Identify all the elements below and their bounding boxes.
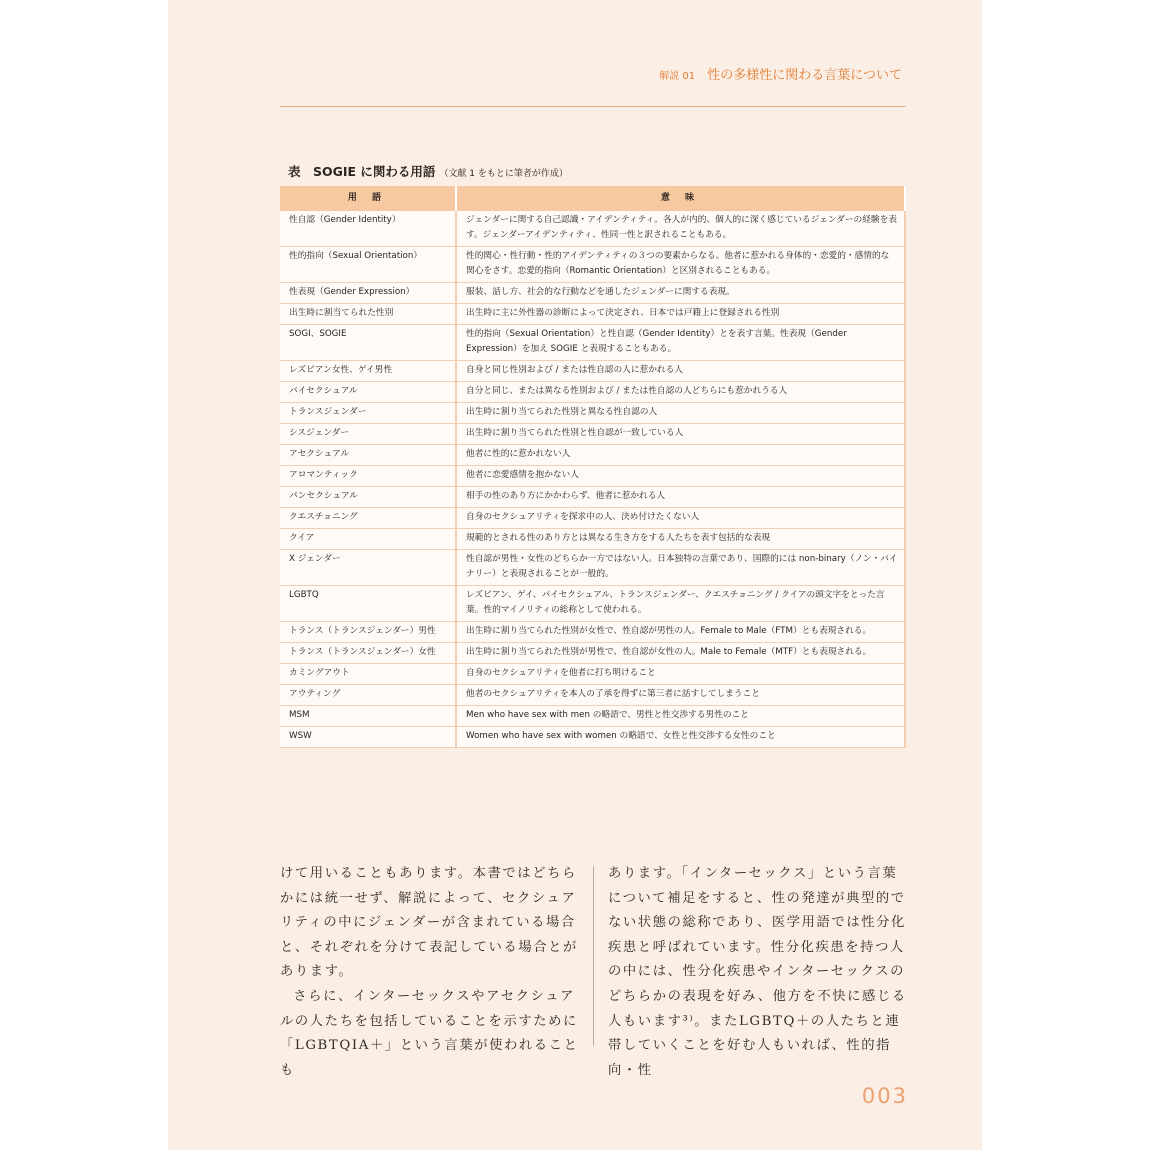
table-row xyxy=(280,325,905,361)
table-row xyxy=(280,550,905,586)
table-row xyxy=(280,706,905,727)
meaning-cell: 他者のセクシュアリティを本人の了承を得ずに第三者に話すしてしまうこと xyxy=(456,685,905,706)
chapter-header xyxy=(659,64,902,83)
term-cell: アセクシュアル xyxy=(280,445,456,466)
meaning-cell: 相手の性のあり方にかかわらず、他者に惹かれる人 xyxy=(456,487,905,508)
table-row xyxy=(280,403,905,424)
term-cell: LGBTQ xyxy=(280,586,456,622)
table-row xyxy=(280,211,905,247)
chapter-number: 解説 01 xyxy=(659,71,696,82)
meaning-cell: 出生時に主に外性器の診断によって決定され、日本では戸籍上に登録される性別 xyxy=(456,304,905,325)
header-divider xyxy=(280,106,906,107)
term-cell: 性的指向（Sexual Orientation） xyxy=(280,247,456,283)
meaning-cell: 他者に恋愛感情を抱かない人 xyxy=(456,466,905,487)
term-cell: バイセクシュアル xyxy=(280,382,456,403)
body-column-right xyxy=(608,862,908,1083)
term-cell: パンセクシュアル xyxy=(280,487,456,508)
term-cell: 出生時に割当てられた性別 xyxy=(280,304,456,325)
term-cell: トランス（トランスジェンダー）男性 xyxy=(280,622,456,643)
table-row xyxy=(280,361,905,382)
term-cell: 性表現（Gender Expression） xyxy=(280,283,456,304)
table-source: （文献 1 をもとに筆者が作成） xyxy=(439,169,568,179)
table-caption xyxy=(288,162,568,180)
term-cell: X ジェンダー xyxy=(280,550,456,586)
body-paragraph: あります。「インターセックス」という言葉について補足をすると、性の発達が典型的でない状態の総称であり、医学用語では性分化疾患と呼ばれています。性分化疾患を持つ人の中には、性分化疾患やインターセックスのどちらかの表現を好み、他方を不快に感じる人もいます³⁾。またLGBTQ＋の人たちと連帯していくことを好む人もいれば、性的指向・性 xyxy=(608,866,907,1078)
meaning-cell: 出生時に割り当てられた性別と性自認が一致している人 xyxy=(456,424,905,445)
meaning-cell: 性的指向（Sexual Orientation）と性自認（Gender Identity）とを表す言葉。性表現（Gender Expression）を加え SOGIE と表現することもある。 xyxy=(456,325,905,361)
body-paragraph: さらに、インターセックスやアセクシュアルの人たちを包括していることを示すために「LGBTQIA＋」という言葉が使われることも xyxy=(280,988,579,1078)
meaning-cell: 性的関心・性行動・性的アイデンティティの３つの要素からなる。他者に惹かれる身体的・恋愛的・感情的な関心をさす。恋愛的指向（Romantic Orientation）と区別されることもある。 xyxy=(456,247,905,283)
body-paragraph: けて用いることもあります。本書ではどちらかには統一せず、解説によって、セクシュアリティの中にジェンダーが含まれている場合と、それぞれを分けて表記している場合とがあります。 xyxy=(280,866,578,980)
table-row xyxy=(280,727,905,748)
meaning-cell: 自分と同じ、または異なる性別および / または性自認の人どちらにも惹かれうる人 xyxy=(456,382,905,403)
term-cell: 性自認（Gender Identity） xyxy=(280,211,456,247)
term-cell: クイア xyxy=(280,529,456,550)
body-column-left xyxy=(280,862,580,1083)
table-row xyxy=(280,424,905,445)
meaning-cell: ジェンダーに関する自己認識・アイデンティティ。各人が内的、個人的に深く感じているジェンダーの経験を表す。ジェンダーアイデンティティ、性同一性と訳されることもある。 xyxy=(456,211,905,247)
meaning-cell: 出生時に割り当てられた性別が女性で、性自認が男性の人。Female to Male（FTM）とも表現される。 xyxy=(456,622,905,643)
term-cell: カミングアウト xyxy=(280,664,456,685)
meaning-cell: Women who have sex with women の略語で、女性と性交渉する女性のこと xyxy=(456,727,905,748)
meaning-cell: 性自認が男性・女性のどちらか一方ではない人。日本独特の言葉であり、国際的には non-binary（ノン・バイナリー）と表現されることが一般的。 xyxy=(456,550,905,586)
table-title: 表 SOGIE に関わる用語 xyxy=(288,164,436,179)
table-row xyxy=(280,283,905,304)
column-header-term: 用 語 xyxy=(280,186,456,211)
chapter-title: 性の多様性に関わる言葉について xyxy=(707,68,902,83)
table-row xyxy=(280,487,905,508)
term-cell: トランス（トランスジェンダー）女性 xyxy=(280,643,456,664)
term-cell: アロマンティック xyxy=(280,466,456,487)
meaning-cell: 他者に性的に惹かれない人 xyxy=(456,445,905,466)
table-row xyxy=(280,445,905,466)
meaning-cell: 自身のセクシュアリティを他者に打ち明けること xyxy=(456,664,905,685)
table-row xyxy=(280,685,905,706)
term-cell: クエスチョニング xyxy=(280,508,456,529)
meaning-cell: レズビアン、ゲイ、バイセクシュアル、トランスジェンダー、クエスチョニング / クイアの頭文字をとった言葉。性的マイノリティの総称として使われる。 xyxy=(456,586,905,622)
table-row xyxy=(280,586,905,622)
table-row xyxy=(280,508,905,529)
term-cell: レズビアン女性、ゲイ男性 xyxy=(280,361,456,382)
meaning-cell: 服装、話し方、社会的な行動などを通したジェンダーに関する表現。 xyxy=(456,283,905,304)
column-divider xyxy=(593,866,594,1046)
table-row xyxy=(280,382,905,403)
meaning-cell: Men who have sex with men の略語で、男性と性交渉する男性のこと xyxy=(456,706,905,727)
term-cell: MSM xyxy=(280,706,456,727)
term-cell: アウティング xyxy=(280,685,456,706)
table-row xyxy=(280,466,905,487)
sogie-terms-table xyxy=(280,186,906,748)
meaning-cell: 規範的とされる性のあり方とは異なる生き方をする人たちを表す包括的な表現 xyxy=(456,529,905,550)
table-row xyxy=(280,247,905,283)
meaning-cell: 出生時に割り当てられた性別が男性で、性自認が女性の人。Male to Female（MTF）とも表現される。 xyxy=(456,643,905,664)
term-cell: SOGI、SOGIE xyxy=(280,325,456,361)
table-row xyxy=(280,529,905,550)
term-cell: WSW xyxy=(280,727,456,748)
table-header-row xyxy=(280,186,905,211)
term-cell: トランスジェンダー xyxy=(280,403,456,424)
table-row xyxy=(280,622,905,643)
table-row xyxy=(280,664,905,685)
term-cell: シスジェンダー xyxy=(280,424,456,445)
table-row xyxy=(280,643,905,664)
meaning-cell: 出生時に割り当てられた性別と異なる性自認の人 xyxy=(456,403,905,424)
meaning-cell: 自身と同じ性別および / または性自認の人に惹かれる人 xyxy=(456,361,905,382)
table-row xyxy=(280,304,905,325)
column-header-meaning: 意 味 xyxy=(456,186,905,211)
page-number: 003 xyxy=(861,1084,908,1108)
table-body xyxy=(280,211,905,748)
meaning-cell: 自身のセクシュアリティを探求中の人、決め付けたくない人 xyxy=(456,508,905,529)
page xyxy=(168,0,982,1150)
